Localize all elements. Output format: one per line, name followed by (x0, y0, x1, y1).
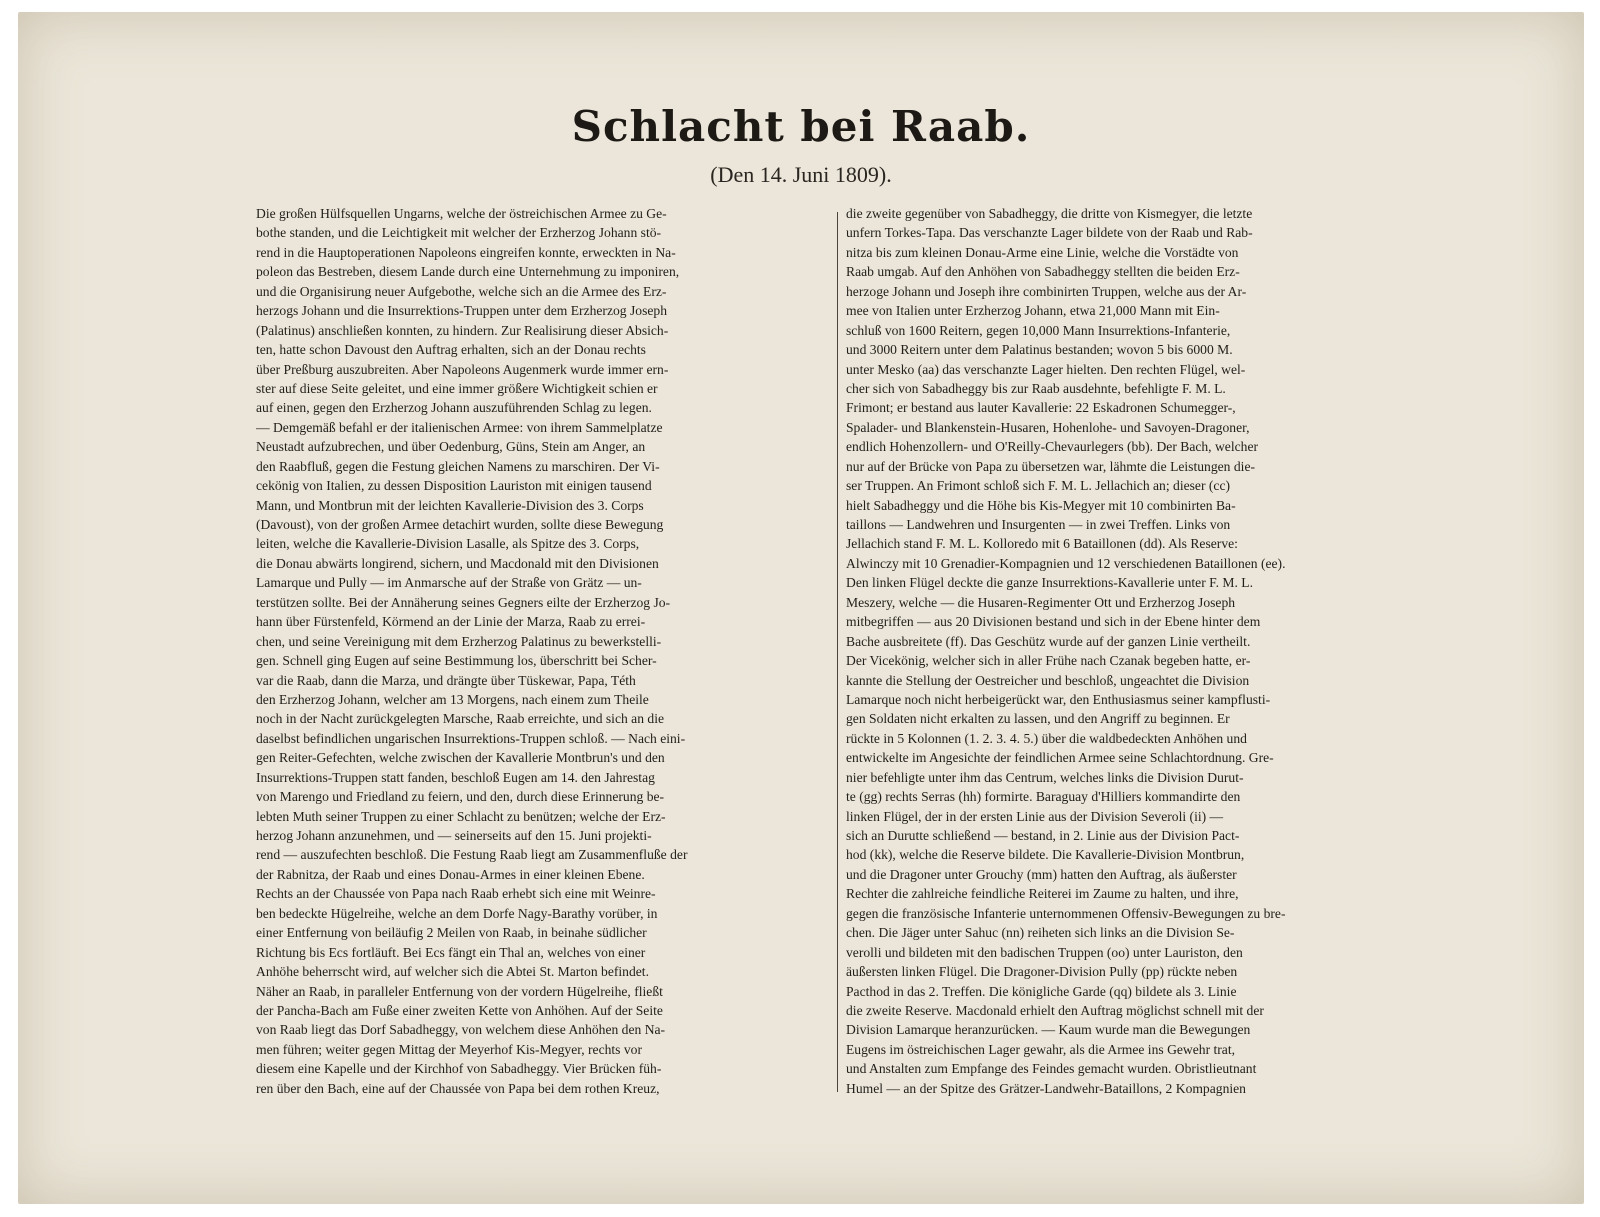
text-line: men führen; weiter gegen Mittag der Meyerhof Kis-Megyer, rechts vor (256, 1041, 642, 1057)
text-line: Rechts an der Chaussée von Papa nach Raab erhebt sich eine mit Weinre- (256, 886, 656, 902)
text-line: ren über den Bach, eine auf der Chaussée von Papa bei dem rothen Kreuz, (256, 1080, 660, 1096)
text-line: Den linken Flügel deckte die ganze Insurrektions-Kavallerie unter F. M. L. (846, 575, 1253, 591)
text-line: Anhöhe beherrscht wird, auf welcher sich die Abtei St. Marton befindet. (256, 964, 649, 980)
text-line: gen. Schnell ging Eugen auf seine Bestimmung los, überschritt bei Scher- (256, 653, 657, 669)
text-line: Insurrektions-Truppen statt fanden, beschloß Eugen am 14. den Jahrestag (256, 769, 655, 785)
text-line: noch in der Nacht zurückgelegten Marsche, Raab erreichte, und sich an die (256, 711, 665, 727)
text-line: Die großen Hülfsquellen Ungarns, welche der östreichischen Armee zu Ge- (256, 206, 667, 221)
text-line: herzog Johann anzunehmen, und — seinerseits auf den 15. Juni projekti- (256, 828, 652, 843)
text-line: endlich Hohenzollern- und O'Reilly-Chevaurlegers (bb). Der Bach, welcher (846, 439, 1259, 455)
text-line: chen. Die Jäger unter Sahuc (nn) reiheten sich links an die Division Se- (846, 925, 1235, 941)
text-line: unter Mesko (aa) das verschanzte Lager hielten. Den rechten Flügel, wel- (846, 361, 1246, 377)
text-line: ser Truppen. An Frimont schloß sich F. M. L. Jellachich an; dieser (cc) (846, 478, 1231, 494)
text-line: ten, hatte schon Davoust den Auftrag erhalten, sich an der Donau rechts (256, 342, 646, 358)
text-line: den Erzherzog Johann, welcher am 13 Morgens, nach einem zum Theile (256, 691, 649, 707)
text-line: Lamarque und Pully — im Anmarsche auf der Straße von Grätz — un- (256, 575, 642, 591)
text-column-left (256, 204, 831, 1098)
text-line: schluß von 1600 Reitern, gegen 10,000 Mann Insurrektions-Infanterie, (846, 322, 1231, 338)
text-line: Näher an Raab, in paralleler Entfernung von der vordern Hügelreihe, fließt (256, 983, 663, 999)
text-line: taillons — Landwehren und Insurgenten — in zwei Treffen. Links von (846, 517, 1231, 532)
text-line: ben bedeckte Hügelreihe, welche an dem Dorfe Nagy-Barathy vorüber, in (256, 905, 658, 921)
text-line: und die Organisirung neuer Aufgebothe, welche sich an die Armee des Erz- (256, 283, 667, 299)
text-line: herzoge Johann und Joseph ihre combinirten Truppen, welche aus der Ar- (846, 283, 1247, 299)
text-line: nur auf der Brücke von Papa zu übersetzen war, lähmte die Leistungen die- (846, 458, 1256, 474)
text-line: und die Dragoner unter Grouchy (mm) hatten den Auftrag, als äußerster (846, 866, 1237, 882)
text-line: (Palatinus) anschließen konnten, zu hindern. Zur Realisirung dieser Absich- (256, 322, 669, 338)
text-line: über Preßburg auszubreiten. Aber Napoleons Augenmerk wurde immer ern- (256, 361, 669, 377)
text-line: einer Entfernung von beiläufig 2 Meilen von Raab, in beinahe südlicher (256, 925, 647, 941)
page-subtitle: (Den 14. Juni 1809). (710, 162, 892, 187)
text-line: Lamarque noch nicht herbeigerückt war, den Enthusiasmus seiner kampflusti- (846, 691, 1271, 707)
text-line: die Donau abwärts longirend, sichern, und Macdonald mit den Divisionen (256, 555, 659, 571)
text-line: Frimont; er bestand aus lauter Kavallerie: 22 Eskadronen Schumegger-, (846, 400, 1236, 416)
text-line: cekönig von Italien, zu dessen Disposition Lauriston mit einigen tausend (256, 478, 652, 494)
text-line: Neustadt aufzubrechen, und über Oedenburg, Güns, Stein am Anger, an (256, 439, 646, 455)
text-line: Mann, und Montbrun mit der leichten Kavallerie-Division des 3. Corps (256, 497, 644, 513)
text-line: poleon das Bestreben, diesem Lande durch eine Unternehmung zu imponiren, (256, 264, 680, 280)
text-line: entwickelte im Angesichte der feindlichen Armee seine Schlachtordnung. Gre- (846, 750, 1274, 766)
text-line: daselbst befindlichen ungarischen Insurrektions-Truppen schloß. — Nach eini- (256, 730, 686, 746)
text-line: cher sich von Sabadheggy bis zur Raab ausdehnte, befehligte F. M. L. (846, 380, 1226, 396)
text-line: und 3000 Reitern unter dem Palatinus bestanden; wovon 5 bis 6000 M. (846, 342, 1233, 358)
text-line: von Raab liegt das Dorf Sabadheggy, von welchem diese Anhöhen den Na- (256, 1022, 666, 1038)
text-line: lebten Muth seiner Truppen zu einer Schlacht zu benützen; welche der Erz- (256, 808, 666, 824)
text-line: mitbegriffen — aus 20 Divisionen bestand und sich in der Ebene hinter dem (846, 614, 1261, 630)
text-line: nier befehligte unter ihm das Centrum, welches links die Division Durut- (846, 769, 1244, 785)
text-line: Spalader- und Blankenstein-Husaren, Hohenlohe- und Savoyen-Dragoner, (846, 419, 1250, 435)
text-line: sich an Durutte schließend — bestand, in 2. Linie aus der Division Pact- (846, 828, 1240, 843)
text-line: äußersten linken Flügel. Die Dragoner-Division Pully (pp) rückte neben (846, 964, 1238, 980)
text-line: rückte in 5 Kolonnen (1. 2. 3. 4. 5.) über die waldbedeckten Anhöhen und (846, 730, 1247, 746)
text-line: rend in die Hauptoperationen Napoleons eingreifen konnte, erweckten in Na- (256, 244, 676, 260)
paper-sheet (18, 12, 1584, 1204)
text-line: Jellachich stand F. M. L. Kolloredo mit 6 Bataillonen (dd). Als Reserve: (846, 536, 1238, 552)
text-line: linken Flügel, der in der ersten Linie aus der Division Severoli (ii) — (846, 808, 1224, 824)
text-line: Pacthod in das 2. Treffen. Die königliche Garde (qq) bildete als 3. Linie (846, 983, 1237, 999)
text-line: Division Lamarque heranzurücken. — Kaum wurde man die Bewegungen (846, 1022, 1251, 1038)
text-line: Eugens im östreichischen Lager gewahr, als die Armee ins Gewehr trat, (846, 1041, 1236, 1057)
text-line: rend — auszufechten beschloß. Die Festung Raab liegt am Zusammenfluße der (256, 847, 688, 863)
text-line: von Marengo und Friedland zu feiern, und den, durch diese Erinnerung be- (256, 789, 665, 805)
text-line: gegen die französische Infanterie unternommenen Offensiv-Bewegungen zu bre- (846, 905, 1286, 921)
text-line: Der Vicekönig, welcher sich in aller Frühe nach Czanak begeben hatte, er- (846, 653, 1251, 669)
text-line: auf einen, gegen den Erzherzog Johann auszuführenden Schlag zu legen. (256, 400, 652, 416)
column-divider (837, 212, 838, 1092)
text-line: der Rabnitza, der Raab und eines Donau-Armes in einer kleinen Ebene. (256, 866, 645, 882)
text-line: die zweite Reserve. Macdonald erhielt den Auftrag möglichst schnell mit der (846, 1002, 1264, 1018)
text-line: bothe standen, und die Leichtigkeit mit welcher der Erzherzog Johann stö- (256, 225, 662, 241)
text-line: chen, und seine Vereinigung mit dem Erzherzog Palatinus zu bewerkstelli- (256, 633, 662, 649)
text-line: Raab umgab. Auf den Anhöhen von Sabadheggy stellten die beiden Erz- (846, 264, 1240, 280)
text-line: unfern Torkes-Tapa. Das verschanzte Lager bildete von der Raab und Rab- (846, 225, 1253, 241)
text-line: die zweite gegenüber von Sabadheggy, die dritte von Kismegyer, die letzte (846, 206, 1253, 221)
text-line: Humel — an der Spitze des Grätzer-Landwehr-Bataillons, 2 Kompagnien (846, 1080, 1246, 1096)
text-line: Meszery, welche — die Husaren-Regimenter Ott und Erzherzog Joseph (846, 594, 1236, 610)
text-line: kannte die Stellung der Oestreicher und beschloß, ungeachtet die Division (846, 672, 1250, 688)
text-column-right (846, 204, 1421, 1098)
text-line: der Pancha-Bach am Fuße einer zweiten Kette von Anhöhen. Auf der Seite (256, 1002, 663, 1018)
text-line: te (gg) rechts Serras (hh) formirte. Baraguay d'Hilliers kommandirte den (846, 789, 1241, 805)
text-line: mee von Italien unter Erzherzog Johann, etwa 21,000 Mann mit Ein- (846, 303, 1220, 319)
text-line: leiten, welche die Kavallerie-Division Lasalle, als Spitze des 3. Corps, (256, 536, 640, 552)
text-line: diesem eine Kapelle und der Kirchhof von Sabadheggy. Vier Brücken füh- (256, 1061, 662, 1077)
text-line: Rechter die zahlreiche feindliche Reiterei im Zaume zu halten, und ihre, (846, 886, 1239, 902)
text-line: ster auf diese Seite geleitet, und eine immer größere Wichtigkeit schien er (256, 380, 658, 396)
text-line: Alwinczy mit 10 Grenadier-Kompagnien und 12 verschiedenen Bataillonen (ee). (846, 555, 1286, 571)
text-line: hann über Fürstenfeld, Körmend an der Linie der Marza, Raab zu errei- (256, 614, 646, 630)
text-line: hielt Sabadheggy und die Höhe bis Kis-Megyer mit 10 combinirten Ba- (846, 497, 1236, 513)
text-line: terstützen sollte. Bei der Annäherung seines Gegners eilte der Erzherzog Jo- (256, 594, 671, 610)
text-line: (Davoust), von der großen Armee detachirt wurden, sollte diese Bewegung (256, 517, 664, 532)
text-line: var die Raab, dann die Marza, und drängte über Tüskewar, Papa, Téth (256, 672, 636, 688)
text-line: und Anstalten zum Empfange des Feindes gemacht wurden. Obristlieutnant (846, 1061, 1257, 1077)
page-title: Schlacht bei Raab. (571, 102, 1031, 151)
text-line: Richtung bis Ecs fortläuft. Bei Ecs fängt ein Thal an, welches von einer (256, 944, 646, 960)
text-line: nitza bis zum kleinen Donau-Arme eine Linie, welche die Vorstädte von (846, 244, 1239, 260)
text-line: gen Soldaten nicht erkalten zu lassen, und den Angriff zu beginnen. Er (846, 711, 1230, 727)
text-line: verolli und bildeten mit den badischen Truppen (oo) unter Lauriston, den (846, 944, 1243, 960)
text-line: gen Reiter-Gefechten, welche zwischen der Kavallerie Montbrun's und den (256, 750, 665, 766)
text-line: hod (kk), welche die Reserve bildete. Die Kavallerie-Division Montbrun, (846, 847, 1245, 863)
text-line: Bache ausbreitete (ff). Das Geschütz wurde auf der ganzen Linie vertheilt. (846, 633, 1251, 649)
text-line: — Demgemäß befahl er der italienischen Armee: von ihrem Sammelplatze (256, 419, 663, 435)
text-line: den Raabfluß, gegen die Festung gleichen Namens zu marschiren. Der Vi- (256, 458, 660, 474)
text-line: herzogs Johann und die Insurrektions-Truppen unter dem Erzherzog Joseph (256, 303, 667, 319)
